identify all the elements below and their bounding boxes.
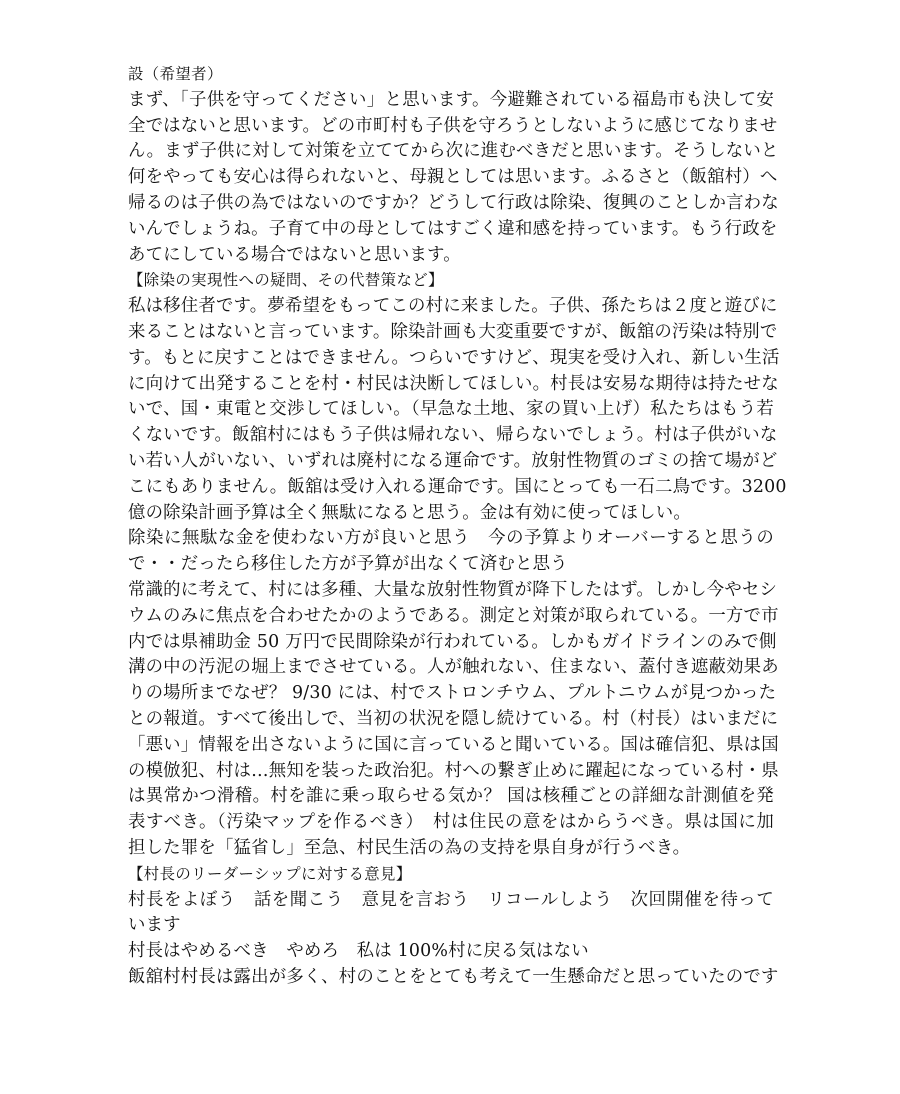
text-line: 帰るのは子供の為ではないのですか？どうして行政は除染、復興のことしか言わな [128,192,779,213]
section-heading: 【村長のリーダーシップに対する意見】 [128,864,412,883]
text-line: 村長はやめるべき やめろ 私は 100%村に戻る気はない [128,941,589,962]
text-line: います [128,915,181,936]
text-line: い若い人がいない、いずれは廃村になる運命です。放射性物質のゴミの捨て場がど [128,450,778,471]
text-line: 表すべき。（汚染マップを作るべき） 村は住民の意をはからうべき。県は国に加 [128,812,774,833]
text-line: す。もとに戻すことはできません。つらいですけど、現実を受け入れ、新しい生活 [128,347,780,368]
text-line: りの場所までなぜ？ 9/30 には、村でストロンチウム、プルトニウムが見つかった [128,683,777,704]
text-line: ウムのみに焦点を合わせたかのようである。測定と対策が取られている。一方で市 [128,605,779,626]
text-line: 担した罪を「猛省し」至急、村民生活の為の支持を県自身が行うべき。 [128,837,691,858]
text-line: まず、「子供を守ってください」と思います。今避難されている福島市も決して安 [128,89,774,110]
text-line: 来ることはないと言っています。除染計画も大変重要ですが、飯舘の汚染は特別で [128,321,778,342]
text-line: 飯舘村村長は露出が多く、村のことをとても考えて一生懸命だと思っていたのです [128,966,779,987]
text-line: との報道。すべて後出しで、当初の状況を隠し続けている。村（村長）はいまだに [128,708,779,729]
text-line: 常識的に考えて、村には多種、大量な放射性物質が降下したはず。しかし今やセシ [128,579,778,600]
text-line: こにもありません。飯舘は受け入れる運命です。国にとっても一石二鳥です。3200 [128,476,787,497]
text-line: ん。まず子供に対して対策を立ててから次に進むべきだと思います。そうしないと [128,141,779,162]
text-line: いんでしょうね。子育て中の母としてはすごく違和感を持っています。もう行政を [128,218,778,239]
text-line: 村長をよぼう 話を聞こう 意見を言おう リコールしよう 次回開催を待って [128,889,774,910]
text-line: は異常かつ滑稽。村を誰に乗っ取らせる気か？ 国は核種ごとの詳細な計測値を発 [128,786,774,807]
document-page [128,62,787,991]
text-line: 何をやっても安心は得られないと、母親としては思います。ふるさと（飯舘村）へ [128,167,778,188]
text-line: いで、国・東電と交渉してほしい。（早急な土地、家の買い上げ）私たちはもう若 [128,399,774,420]
text-line: に向けて出発することを村・村民は決断してほしい。村長は安易な期待は持たせな [128,373,779,394]
text-line: の模倣犯、村は…無知を装った政治犯。村への繋ぎ止めに躍起になっている村・県 [128,760,779,781]
section-heading: 設（希望者） [128,65,223,83]
text-line: 億の除染計画予算は全く無駄になると思う。金は有効に使ってほしい。 [128,502,691,523]
text-line: くないです。飯舘村にはもう子供は帰れない、帰らないでしょう。村は子供がいな [128,425,778,446]
text-line: あてにしている場合ではないと思います。 [128,244,461,265]
text-line: で・・だったら移住した方が予算が出なくて済むと思う [128,554,568,575]
text-line: 全ではないと思います。どの市町村も子供を守ろうとしないように感じてなりませ [128,115,778,136]
section-heading: 【除染の実現性への疑問、その代替策など】 [128,271,444,290]
text-line: 私は移住者です。夢希望をもってこの村に来ました。子供、孫たちは２度と遊びに [128,296,778,317]
text-line: 内では県補助金 50 万円で民間除染が行われている。しかもガイドラインのみで側 [128,631,777,652]
text-line: 除染に無駄な金を使わない方が良いと思う 今の予算よりオーバーすると思うの [128,528,774,549]
text-line: 「悪い」情報を出さないように国に言っていると聞いている。国は確信犯、県は国 [128,734,779,755]
text-line: 溝の中の汚泥の堀上までさせている。人が触れない、住まない、蓋付き遮蔽効果あ [128,657,779,678]
